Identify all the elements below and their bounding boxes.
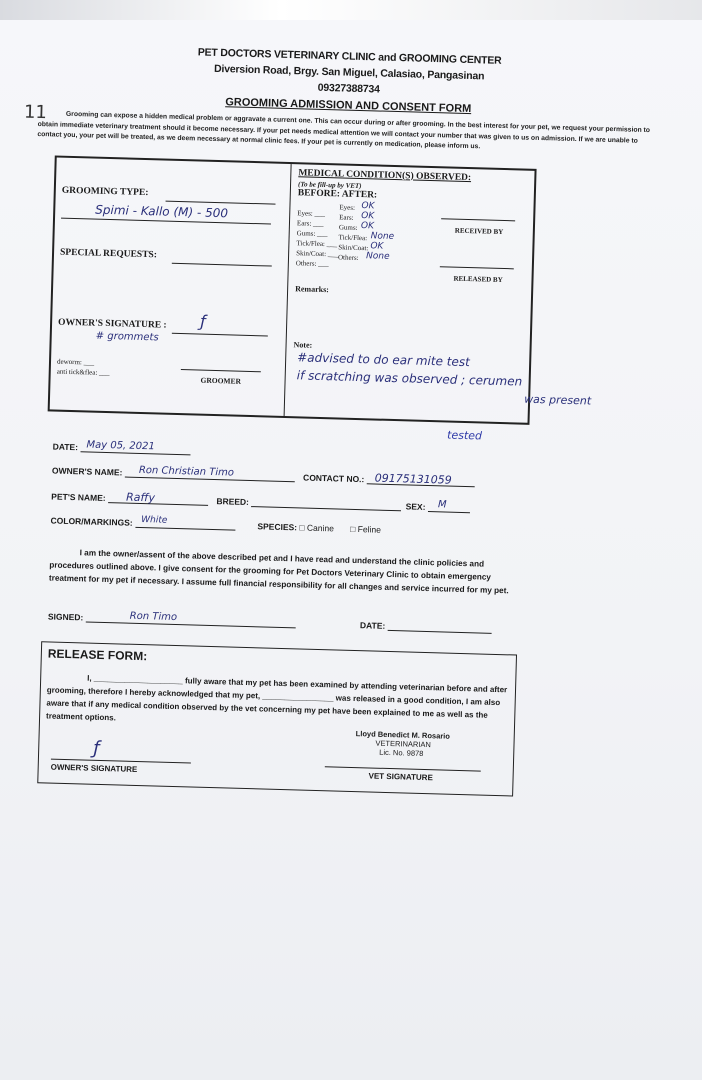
owner-name-field[interactable]: [125, 464, 295, 482]
vet-name: Lloyd Benedict M. Rosario: [355, 728, 451, 741]
date-label: DATE:: [52, 441, 79, 452]
vet-signature-line[interactable]: [325, 766, 481, 771]
color-row: [50, 515, 520, 538]
signed-date-field[interactable]: [388, 629, 492, 633]
note-text-line-1: #advised to do ear mite test: [297, 349, 471, 369]
vet-title: VETERINARIAN: [375, 738, 432, 749]
released-by-label: RELEASED BY: [453, 274, 503, 284]
color-value: White: [141, 514, 168, 526]
condition-after-label: Others:: [337, 252, 359, 262]
condition-before: Others: ___: [295, 258, 329, 268]
medical-column: [286, 164, 592, 423]
breed-label: BREED:: [216, 495, 250, 507]
pet-name-row: [51, 491, 521, 514]
condition-before: Gums: ___: [296, 228, 328, 238]
note-label: Note:: [293, 339, 313, 350]
pet-name-field[interactable]: [108, 490, 208, 506]
vet-stamp: [355, 729, 450, 759]
owner-info-section: [37, 411, 525, 804]
grooming-type-line: [166, 200, 276, 204]
grooming-box: [48, 155, 592, 424]
received-by-line[interactable]: [441, 218, 515, 221]
special-requests-line[interactable]: [172, 262, 272, 266]
note-text-line-3: was present: [523, 392, 592, 408]
sex-value: M: [437, 498, 447, 511]
signed-row: [48, 611, 518, 634]
release-form-body: I, ____________________ fully aware that my pet has been examined by attending veterinarian before and after grooming, therefore I hereby acknowledged that my pet, ________________ was released in a good condition, I am also aware that if any medical condition observed by the vet concerning my pet have been explained to me as well as the treatment options.: [46, 673, 508, 722]
contact-field[interactable]: [367, 471, 475, 487]
margin-mark: 11: [23, 101, 48, 124]
condition-after-value[interactable]: None: [365, 250, 390, 262]
grooming-type-label: GROOMING TYPE:: [61, 185, 149, 198]
condition-after-label: Tick/Flea:: [338, 232, 368, 242]
condition-after-label: Skin/Coat:: [338, 242, 369, 252]
clinic-address: Diversion Road, Brgy. San Miguel, Calasiao, Pangasinan: [213, 62, 485, 83]
owner-signature-note: # grommets: [95, 330, 159, 343]
owner-signature-release-label: OWNER'S SIGNATURE: [50, 762, 138, 774]
species-label: SPECIES:: [257, 520, 298, 532]
condition-after-value[interactable]: OK: [361, 200, 375, 211]
condition-before: Tick/Flea: ___: [296, 238, 338, 248]
grooming-type-line-2: [61, 217, 271, 224]
signed-date-label: DATE:: [359, 619, 386, 631]
color-label: COLOR/MARKINGS:: [50, 514, 133, 528]
clinic-name: PET DOCTORS VETERINARY CLINIC and GROOMING CENTER: [197, 46, 502, 67]
tested-mark: tested: [446, 428, 483, 442]
special-requests-label: SPECIAL REQUESTS:: [59, 247, 158, 260]
received-by-label: RECEIVED BY: [454, 226, 504, 236]
form-title: GROOMING ADMISSION AND CONSENT FORM: [225, 96, 472, 116]
pet-name-value: Raffy: [125, 490, 156, 504]
grooming-left-column: [50, 157, 292, 415]
condition-after-value[interactable]: OK: [360, 220, 375, 231]
vet-signature-label: VET SIGNATURE: [368, 770, 434, 782]
contact-value: 09175131059: [374, 471, 452, 487]
vet-license: Lic. No. 9878: [379, 747, 424, 758]
after-label: AFTER:: [341, 188, 378, 200]
species-feline-checkbox[interactable]: □ Feline: [350, 523, 382, 535]
breed-field[interactable]: [251, 506, 401, 511]
signed-value: Ron Timo: [129, 610, 178, 623]
species-canine-checkbox[interactable]: □ Canine: [299, 521, 335, 533]
grooming-form-document: [19, 40, 660, 808]
medical-subtitle: (To be fill-up by VET): [297, 179, 362, 190]
sex-label: SEX:: [405, 500, 426, 512]
condition-after-label: Ears:: [339, 212, 354, 222]
condition-row: [296, 252, 416, 273]
date-value: May 05, 2021: [86, 438, 155, 452]
released-by-line[interactable]: [440, 266, 514, 269]
condition-before: Eyes: ___: [297, 208, 326, 218]
signed-field[interactable]: [86, 610, 296, 628]
note-text-line-2: if scratching was observed ; cerumen: [296, 367, 523, 389]
date-row: [52, 438, 191, 455]
before-label: BEFORE:: [297, 187, 341, 199]
clinic-phone: 09327388734: [317, 81, 380, 96]
owner-signature-scribble: ƒ: [199, 311, 207, 331]
release-form-box: [37, 641, 517, 796]
color-field[interactable]: [135, 514, 235, 530]
groomer-label: GROOMER: [200, 375, 242, 386]
condition-before: Skin/Coat: ___: [296, 248, 339, 258]
sex-field[interactable]: [428, 498, 470, 513]
date-field[interactable]: [80, 438, 190, 455]
intro-paragraph: Grooming can expose a hidden medical problem or aggravate a current one. This can occur during or after grooming. In the best interest for your pet, we request your permission to obtain immediate veterinary treatment should it become necessary. If your pet needs medical attention we will contact your number that was given to us on admission. If we are unable to contact you, your pet will be treated, as we deem necessary at normal clinic fees. If your pet is currently on medication, please inform us.: [37, 110, 651, 151]
release-form-title: RELEASE FORM:: [47, 645, 148, 663]
medical-title: MEDICAL CONDITION(S) OBSERVED:: [298, 167, 472, 183]
condition-after-label: Gums:: [338, 222, 358, 232]
groomer-line[interactable]: [181, 369, 261, 372]
condition-before: Ears: ___: [296, 218, 324, 228]
scanner-edge: [0, 0, 702, 20]
deworm-label: deworm: ___: [56, 357, 95, 367]
grooming-type-value[interactable]: Spimi - Kallo (M) - 500: [95, 202, 229, 220]
owner-name-value: Ron Christian Timo: [138, 464, 235, 479]
owner-signature-line[interactable]: [172, 332, 268, 336]
owner-release-scribble: ƒ: [92, 737, 100, 759]
signed-label: SIGNED:: [47, 610, 84, 622]
owner-name-row: [52, 465, 522, 488]
pet-name-label: PET'S NAME:: [51, 490, 106, 503]
condition-after-label: Eyes:: [339, 202, 356, 212]
contact-label: CONTACT NO.:: [303, 472, 365, 484]
condition-after-value[interactable]: None: [370, 230, 395, 242]
owner-signature-label: OWNER'S SIGNATURE :: [57, 317, 167, 331]
condition-after-value[interactable]: OK: [370, 240, 384, 252]
consent-paragraph: I am the owner/assent of the above described pet and I have read and understand the clinic policies and procedures outlined above. I give consent for the grooming for Pet Doctors Veterinary Clinic to obtain emergency treatment for my pet if necessary. I assume full financial responsibility for all changes and service incurred for my pet.: [48, 547, 509, 595]
anti-tick-label: anti tick&flea: ___: [56, 367, 110, 377]
remarks-label: Remarks:: [295, 283, 330, 294]
owner-name-label: OWNER'S NAME:: [51, 465, 123, 477]
condition-after-value[interactable]: OK: [361, 210, 375, 221]
